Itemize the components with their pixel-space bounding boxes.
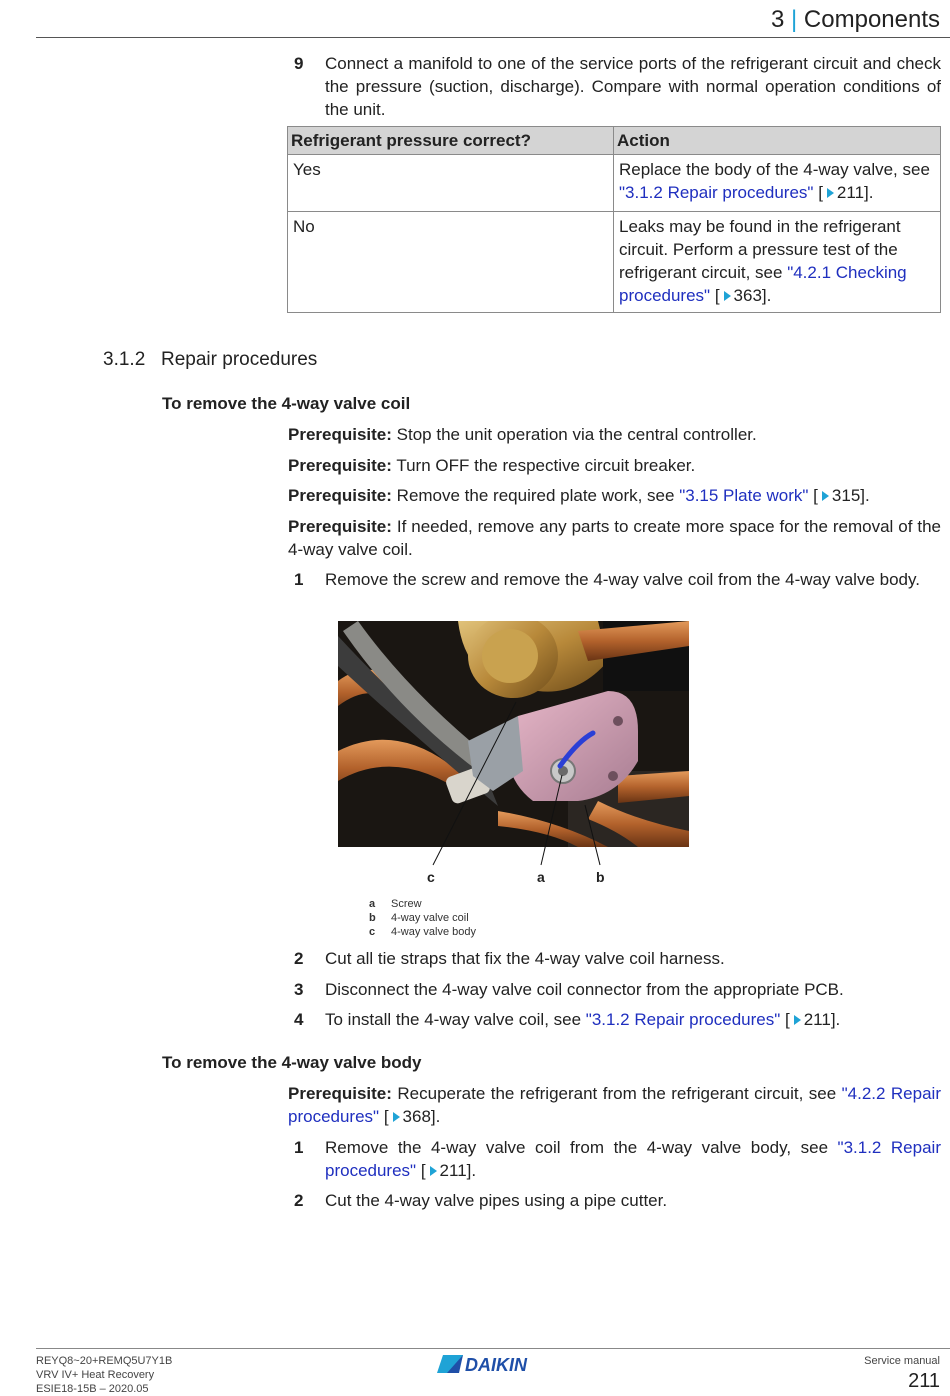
step-number: 2: [294, 1191, 304, 1210]
footer-doc-type: Service manual: [864, 1355, 940, 1367]
coil-step-3: [288, 978, 941, 1001]
footer-product: VRV IV+ Heat Recovery: [36, 1369, 155, 1381]
page-ref: 315: [831, 486, 861, 505]
legend-key: b: [369, 912, 376, 924]
page-ref-close: ].: [864, 183, 874, 202]
prereq-label: Prerequisite:: [288, 486, 392, 505]
prereq-label: Prerequisite:: [288, 517, 392, 536]
repair-procedures-link[interactable]: "3.1.2 Repair procedures": [619, 183, 814, 202]
page-ref-close: ].: [761, 286, 772, 305]
table-header-action: Action: [614, 127, 941, 155]
step-number: 9: [294, 54, 304, 73]
action-text: Replace the body of the 4-way valve, see: [619, 160, 930, 179]
page-arrow-icon: [393, 1112, 400, 1122]
coil-step-2: [288, 947, 941, 970]
daikin-logo-icon: [437, 1353, 541, 1375]
step-text: Cut all tie straps that fix the 4-way valve coil harness.: [325, 949, 725, 968]
step-number: 1: [294, 1138, 304, 1157]
step-text: Remove the 4-way valve coil from the 4-way valve body, see "3.1.2 Repair procedures" [ 211].: [325, 1138, 941, 1180]
table-cell-condition: No: [288, 212, 614, 313]
legend-key: a: [369, 898, 376, 910]
footer-doc-id: ESIE18-15B – 2020.05: [36, 1383, 149, 1395]
logo-text: DAIKIN: [465, 1355, 527, 1375]
page-arrow-icon: [794, 1015, 801, 1025]
footer-model: REYQ8~20+REMQ5U7Y1B: [36, 1355, 173, 1367]
coil-step-4: [288, 1008, 941, 1031]
step-number: 1: [294, 570, 304, 589]
prereq-label: Prerequisite:: [288, 456, 392, 475]
callout-line-b: [585, 805, 600, 865]
callout-line-c: [433, 702, 516, 865]
step-number: 3: [294, 980, 304, 999]
legend-key: c: [369, 926, 376, 938]
page-ref: 368: [402, 1107, 431, 1126]
checking-procedures-link[interactable]: "4.2.1 Checking procedures": [619, 263, 907, 305]
callout-label-c: c: [427, 869, 435, 885]
step-number: 4: [294, 1010, 304, 1029]
legend-item: [369, 925, 476, 939]
prereq-label: Prerequisite:: [288, 1084, 392, 1103]
body-heading: To remove the 4-way valve body: [162, 1053, 422, 1072]
repair-procedures-link[interactable]: "3.1.2 Repair procedures": [325, 1138, 941, 1180]
daikin-logo: [437, 1353, 541, 1375]
prereq-text: If needed, remove any parts to create more space for the removal of the 4-way valve coil.: [288, 517, 941, 559]
action-text: Leaks may be found in the refrigerant circuit. Perform a pressure test of the refrigerant circuit, see: [619, 217, 901, 282]
section-number: 3.1.2: [103, 349, 146, 370]
prereq-text: Recuperate the refrigerant from the refrigerant circuit, see: [391, 1084, 842, 1103]
section-title: Repair procedures: [161, 349, 318, 370]
legend-label: 4-way valve coil: [391, 912, 469, 924]
chapter-number: 3: [770, 6, 785, 33]
prerequisite-3: Prerequisite: Remove the required plate work, see "3.15 Plate work" [ 315].: [288, 486, 870, 505]
step-text: Connect a manifold to one of the service ports of the refrigerant circuit and check the pressure (suction, discharge). Compare with normal operation conditions of the unit.: [325, 54, 941, 119]
legend-item: [369, 911, 469, 925]
page-ref-open: [: [813, 183, 823, 202]
step-text-part: To install the 4-way valve coil, see: [325, 1010, 586, 1029]
page-ref: 211: [439, 1161, 467, 1180]
page-ref: 211: [836, 183, 865, 202]
callout-label-a: a: [537, 869, 545, 885]
footer-divider: [36, 1348, 950, 1349]
page-ref-open: [: [710, 286, 720, 305]
repair-procedures-link[interactable]: "4.2.2 Repair procedures": [288, 1084, 941, 1126]
prereq-text: Remove the required plate work, see: [391, 486, 680, 505]
step-text-part: Remove the 4-way valve coil from the 4-way valve body, see: [325, 1138, 838, 1157]
table-cell-condition: Yes: [288, 155, 614, 212]
chapter-title: Components: [803, 6, 940, 33]
header-separator: |: [791, 6, 798, 33]
plate-work-link[interactable]: "3.15 Plate work": [679, 486, 809, 505]
legend-item: [369, 897, 422, 911]
page-arrow-icon: [430, 1166, 437, 1176]
callout-line-a: [541, 775, 562, 865]
legend-label: 4-way valve body: [391, 926, 476, 938]
page-ref: 363: [733, 286, 762, 305]
page-number: 211: [908, 1370, 940, 1392]
prereq-text: Stop the unit operation via the central controller.: [391, 425, 757, 444]
step-text: To install the 4-way valve coil, see "3.1.2 Repair procedures" [ 211].: [325, 1010, 841, 1029]
coil-heading: To remove the 4-way valve coil: [162, 394, 411, 413]
prereq-label: Prerequisite:: [288, 425, 392, 444]
step-text: Disconnect the 4-way valve coil connector from the appropriate PCB.: [325, 980, 844, 999]
prereq-text: Turn OFF the respective circuit breaker.: [391, 456, 696, 475]
body-prerequisite: Prerequisite: Recuperate the refrigerant from the refrigerant circuit, see "4.2.2 Repair procedures" [ 368].: [288, 1084, 941, 1126]
body-step-2: [288, 1189, 941, 1212]
step-text: Remove the screw and remove the 4-way valve coil from the 4-way valve body.: [325, 570, 920, 589]
repair-procedures-link[interactable]: "3.1.2 Repair procedures": [585, 1010, 781, 1029]
footer-model-info: [36, 1354, 172, 1396]
step-text: Cut the 4-way valve pipes using a pipe cutter.: [325, 1191, 668, 1210]
table-header-condition: Refrigerant pressure correct?: [288, 127, 614, 155]
body-step-1: [288, 1136, 941, 1182]
legend-label: Screw: [391, 898, 422, 910]
callout-label-b: b: [596, 869, 605, 885]
step-number: 2: [294, 949, 304, 968]
page-ref: 211: [803, 1010, 831, 1029]
